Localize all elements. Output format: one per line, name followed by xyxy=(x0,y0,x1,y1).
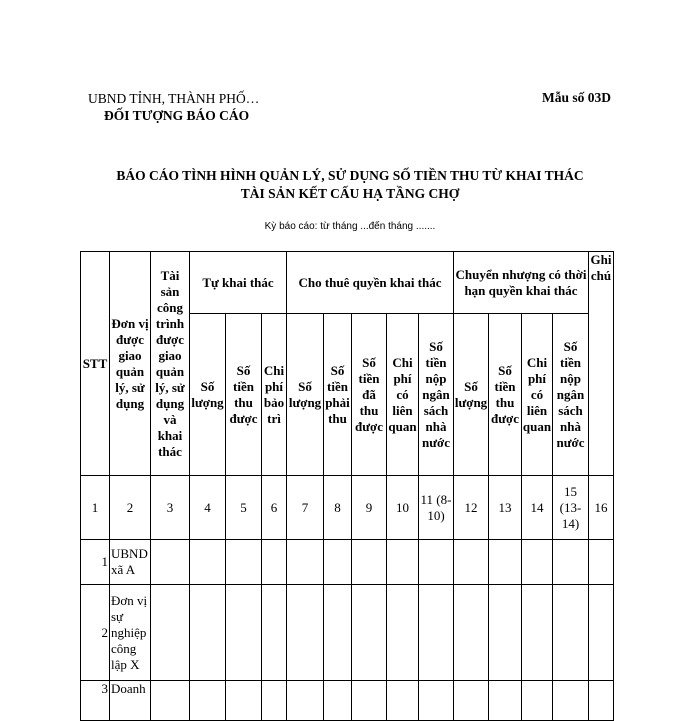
header-transfer-rights: Chuyển nhượng có thời hạn quyền khai thác xyxy=(454,252,589,314)
empty-cell xyxy=(387,585,419,681)
empty-cell xyxy=(352,540,387,585)
row-unit-name: Đơn vị sự nghiệp công lập X xyxy=(110,585,151,681)
empty-cell xyxy=(522,540,553,585)
org-line-2: ĐỐI TƯỢNG BÁO CÁO xyxy=(104,108,250,123)
report-title xyxy=(60,167,640,203)
empty-cell xyxy=(324,681,352,721)
empty-cell xyxy=(553,681,589,721)
empty-cell xyxy=(262,585,287,681)
empty-cell xyxy=(454,540,489,585)
column-number: 3 xyxy=(151,476,190,540)
report-period: Kỳ báo cáo: từ tháng ...đến tháng ....... xyxy=(264,221,436,232)
empty-cell xyxy=(287,681,324,721)
table-row xyxy=(81,585,614,681)
org-line-1: UBND TỈNH, THÀNH PHỐ… xyxy=(88,91,260,106)
column-number: 12 xyxy=(454,476,489,540)
empty-cell xyxy=(522,585,553,681)
empty-cell xyxy=(190,540,226,585)
empty-cell xyxy=(190,681,226,721)
empty-cell xyxy=(262,681,287,721)
empty-cell xyxy=(387,681,419,721)
form-code: Mẫu số 03D xyxy=(542,90,612,105)
column-number: 8 xyxy=(324,476,352,540)
empty-cell xyxy=(553,585,589,681)
subheader-cell: Số tiền thu được xyxy=(226,314,262,476)
subheader-cell: Số tiền nộp ngân sách nhà nước xyxy=(553,314,589,476)
column-number: 9 xyxy=(352,476,387,540)
subheader-cell: Chi phí có liên quan xyxy=(387,314,419,476)
empty-cell xyxy=(262,540,287,585)
column-number: 13 xyxy=(489,476,522,540)
empty-cell xyxy=(454,681,489,721)
column-number: 15 (13-14) xyxy=(553,476,589,540)
empty-cell xyxy=(226,681,262,721)
subheader-cell: Số tiền thu được xyxy=(489,314,522,476)
column-number: 7 xyxy=(287,476,324,540)
empty-cell xyxy=(419,540,454,585)
header-lease-rights: Cho thuê quyền khai thác xyxy=(287,252,454,314)
header-asset: Tài sản công trình được giao quản lý, sử dụng và khai thác xyxy=(151,252,190,476)
subheader-cell: Chi phí có liên quan xyxy=(522,314,553,476)
empty-cell xyxy=(589,585,614,681)
empty-cell xyxy=(151,585,190,681)
empty-cell xyxy=(324,585,352,681)
empty-cell xyxy=(352,681,387,721)
column-number: 16 xyxy=(589,476,614,540)
header-note: Ghi chú xyxy=(589,252,614,476)
empty-cell xyxy=(226,540,262,585)
row-unit-name: Doanh xyxy=(110,681,151,721)
empty-cell xyxy=(489,585,522,681)
empty-cell xyxy=(324,540,352,585)
empty-cell xyxy=(589,540,614,585)
empty-cell xyxy=(589,681,614,721)
column-number: 1 xyxy=(81,476,110,540)
empty-cell xyxy=(190,585,226,681)
table-row xyxy=(81,540,614,585)
issuing-organization xyxy=(88,90,259,124)
empty-cell xyxy=(419,585,454,681)
empty-cell xyxy=(226,585,262,681)
column-number: 10 xyxy=(387,476,419,540)
empty-cell xyxy=(151,540,190,585)
title-line-2: TÀI SẢN KẾT CẤU HẠ TẦNG CHỢ xyxy=(240,186,460,201)
title-line-1: BÁO CÁO TÌNH HÌNH QUẢN LÝ, SỬ DỤNG SỐ TIỀN THU TỪ KHAI THÁC xyxy=(116,168,584,183)
table-row xyxy=(81,681,614,721)
column-number: 14 xyxy=(522,476,553,540)
row-stt: 1 xyxy=(81,540,110,585)
row-unit-name: UBND xã A xyxy=(110,540,151,585)
subheader-cell: Chi phí bảo trì xyxy=(262,314,287,476)
subheader-cell: Số lượng xyxy=(190,314,226,476)
empty-cell xyxy=(454,585,489,681)
empty-cell xyxy=(489,681,522,721)
subheader-cell: Số tiền đã thu được xyxy=(352,314,387,476)
header-self-exploitation: Tự khai thác xyxy=(190,252,287,314)
subheader-cell: Số lượng xyxy=(287,314,324,476)
column-number: 2 xyxy=(110,476,151,540)
subheader-cell: Số lượng xyxy=(454,314,489,476)
column-number: 4 xyxy=(190,476,226,540)
empty-cell xyxy=(522,681,553,721)
empty-cell xyxy=(287,540,324,585)
empty-cell xyxy=(387,540,419,585)
empty-cell xyxy=(287,585,324,681)
subheader-cell: Số tiền nộp ngân sách nhà nước xyxy=(419,314,454,476)
header-stt: STT xyxy=(81,252,110,476)
column-number: 11 (8-10) xyxy=(419,476,454,540)
empty-cell xyxy=(352,585,387,681)
empty-cell xyxy=(419,681,454,721)
empty-cell xyxy=(489,540,522,585)
report-table xyxy=(80,251,614,721)
subheader-cell: Số tiền phải thu xyxy=(324,314,352,476)
empty-cell xyxy=(151,681,190,721)
header-unit: Đơn vị được giao quản lý, sử dụng xyxy=(110,252,151,476)
row-stt: 3 xyxy=(81,681,110,721)
column-number: 5 xyxy=(226,476,262,540)
empty-cell xyxy=(553,540,589,585)
column-number: 6 xyxy=(262,476,287,540)
row-stt: 2 xyxy=(81,585,110,681)
